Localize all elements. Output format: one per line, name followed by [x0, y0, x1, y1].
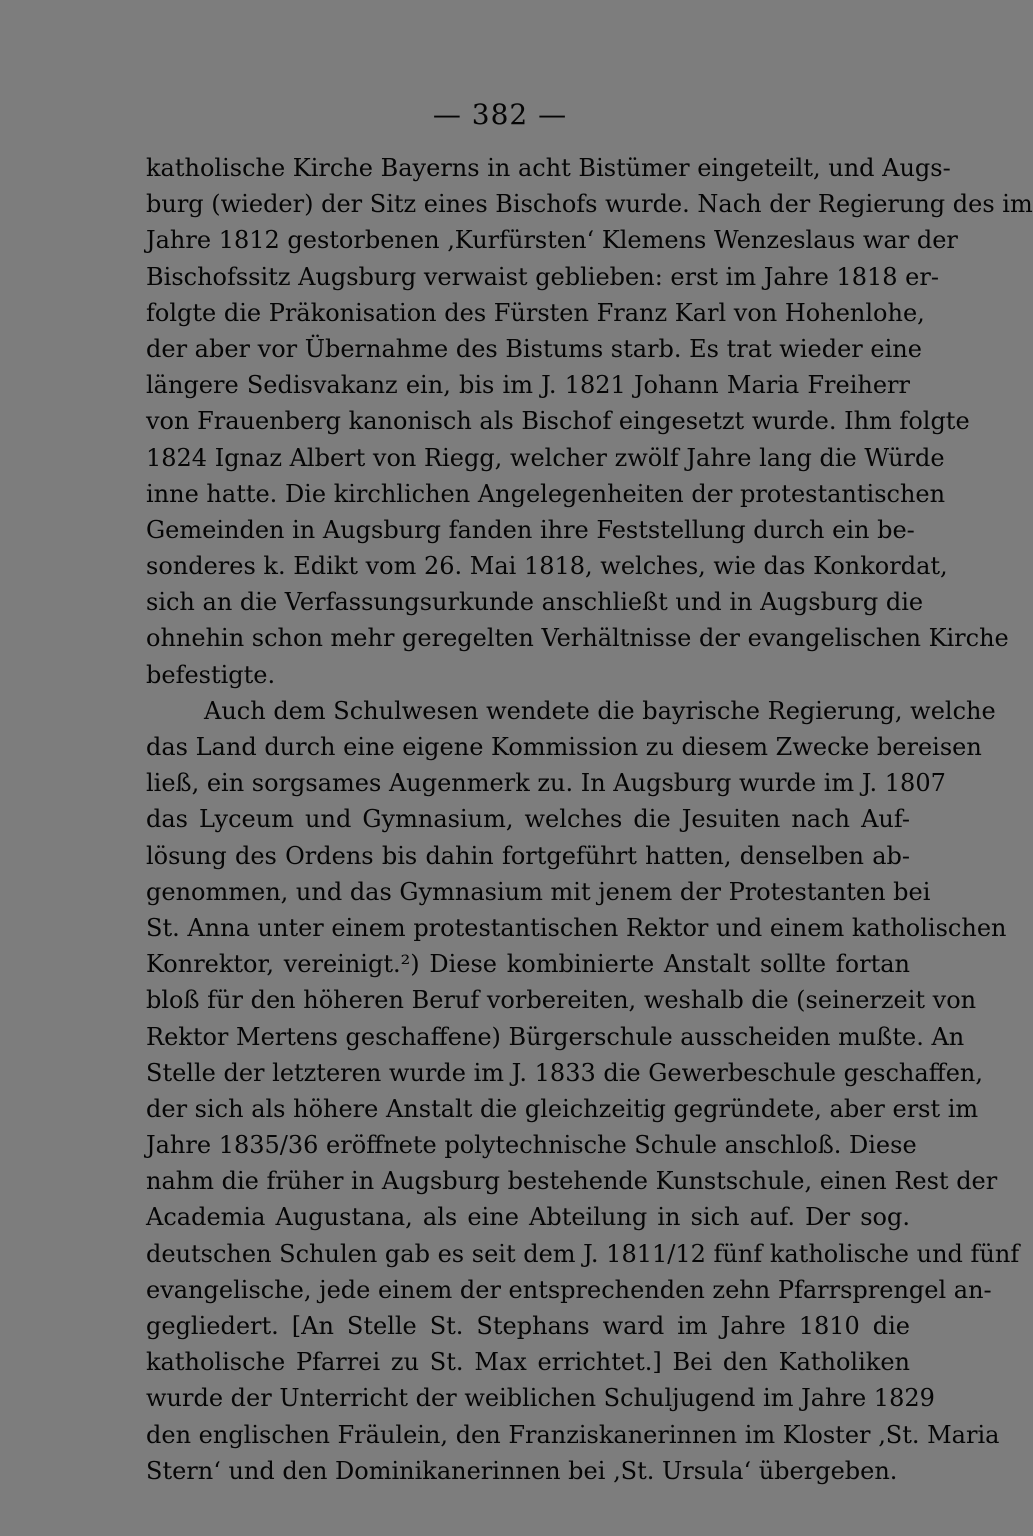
text-line: St. Anna unter einem protestantischen Rektor und einem katholischen [146, 913, 1007, 942]
paragraph [146, 150, 1033, 693]
text-line: deutschen Schulen gab es seit dem J. 1811/12 fünf katholische und fünf [146, 1239, 1020, 1268]
text-line: Academia Augustana, als eine Abteilung in sich auf. Der sog. [146, 1203, 910, 1232]
text-line: genommen, und das Gymnasium mit jenem der Protestanten bei [146, 877, 931, 906]
text-line: katholische Pfarrei zu St. Max errichtet.] Bei den Katholiken [146, 1348, 910, 1377]
text-line: wurde der Unterricht der weiblichen Schuljugend im Jahre 1829 [146, 1384, 935, 1413]
text-line: Jahre 1812 gestorbenen ‚Kurfürsten‘ Klemens Wenzeslaus war der [146, 226, 958, 255]
text-line: ohnehin schon mehr geregelten Verhältnisse der evangelischen Kirche [146, 624, 1009, 653]
text-line: nahm die früher in Augsburg bestehende Kunstschule, einen Rest der [146, 1167, 998, 1196]
text-line: 1824 Ignaz Albert von Riegg, welcher zwölf Jahre lang die Würde [146, 443, 945, 472]
text-block [146, 150, 1033, 1489]
text-line: das Land durch eine eigene Kommission zu diesem Zwecke bereisen [146, 733, 982, 761]
text-line: der aber vor Übernahme des Bistums starb. Es trat wieder eine [146, 334, 922, 363]
text-line: längere Sedisvakanz ein, bis im J. 1821 Johann Maria Freiherr [146, 371, 910, 400]
text-line: inne hatte. Die kirchlichen Angelegenheiten der protestantischen [146, 479, 946, 508]
text-line: evangelische, jede einem der entsprechenden zehn Pfarrsprengel an- [146, 1275, 992, 1304]
text-line: Stelle der letzteren wurde im J. 1833 die Gewerbeschule geschaffen, [146, 1058, 984, 1087]
text-line: befestigte. [146, 660, 276, 689]
text-line: Auch dem Schulwesen wendete die bayrische Regierung, welche [204, 696, 996, 725]
text-line: Gemeinden in Augsburg fanden ihre Feststellung durch ein be- [146, 515, 915, 544]
text-line: lösung des Ordens bis dahin fortgeführt hatten, denselben ab- [146, 841, 910, 870]
text-line: Rektor Mertens geschaffene) Bürgerschule ausscheiden mußte. An [146, 1022, 965, 1051]
text-line: von Frauenberg kanonisch als Bischof eingesetzt wurde. Ihm folgte [146, 407, 970, 436]
text-line: das Lyceum und Gymnasium, welches die Jesuiten nach Auf- [146, 805, 910, 834]
text-line: der sich als höhere Anstalt die gleichzeitig gegründete, aber erst im [146, 1094, 979, 1123]
text-line: folgte die Präkonisation des Fürsten Franz Karl von Hohenlohe, [146, 298, 925, 327]
text-line: Bischofssitz Augsburg verwaist geblieben: erst im Jahre 1818 er- [146, 262, 939, 291]
text-line: sonderes k. Edikt vom 26. Mai 1818, welches, wie das Konkordat, [146, 552, 948, 581]
page-number: — 382 — [432, 98, 568, 131]
text-line: gegliedert. [An Stelle St. Stephans ward im Jahre 1810 die [146, 1312, 910, 1340]
paragraph [146, 693, 1020, 1489]
text-line: Konrektor, vereinigt.²) Diese kombinierte Anstalt sollte fortan [146, 950, 910, 979]
text-line: burg (wieder) der Sitz eines Bischofs wurde. Nach der Regierung des im [146, 190, 1033, 219]
text-line: den englischen Fräulein, den Franziskanerinnen im Kloster ‚St. Maria [146, 1420, 1000, 1449]
text-line: katholische Kirche Bayerns in acht Bistümer eingeteilt, und Augs- [146, 154, 951, 182]
text-line: ließ, ein sorgsames Augenmerk zu. In Augsburg wurde im J. 1807 [146, 769, 946, 798]
text-line: sich an die Verfassungsurkunde anschließt und in Augsburg die [146, 588, 924, 617]
text-line: Jahre 1835/36 eröffnete polytechnische Schule anschloß. Diese [146, 1131, 917, 1160]
text-line: bloß für den höheren Beruf vorbereiten, weshalb die (seinerzeit von [146, 986, 977, 1015]
text-line: Stern‘ und den Dominikanerinnen bei ‚St. Ursula‘ übergeben. [146, 1456, 898, 1485]
